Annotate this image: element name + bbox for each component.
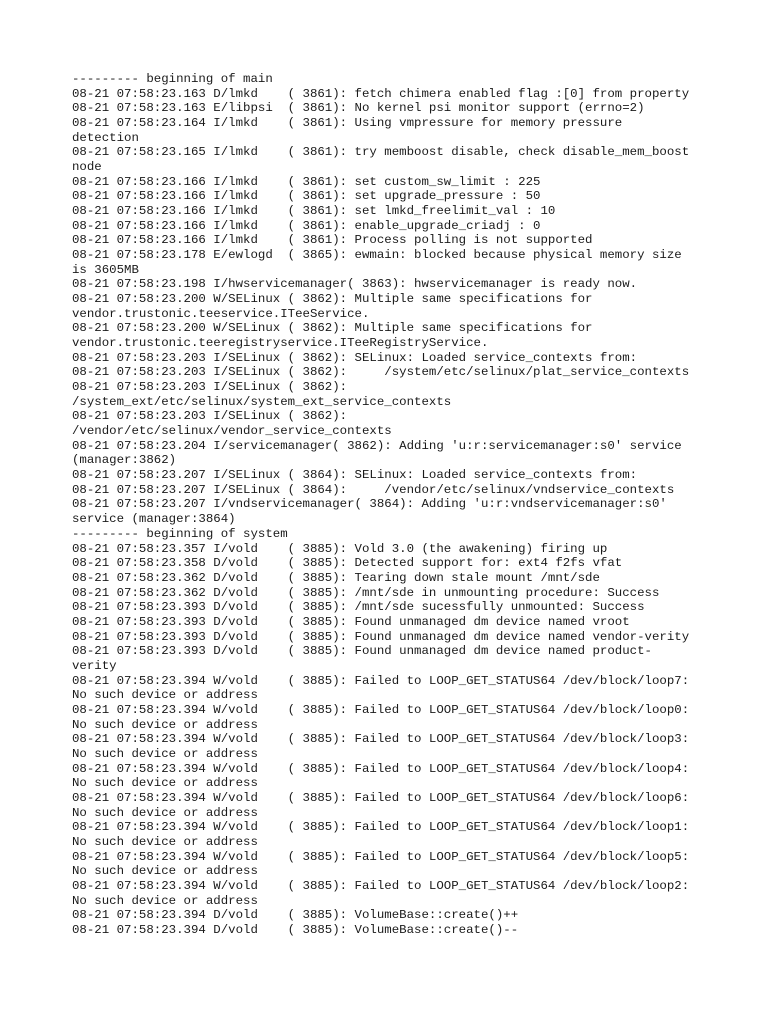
- log-line: No such device or address: [72, 864, 258, 879]
- log-line: 08-21 07:58:23.394 W/vold ( 3885): Failed to LOOP_GET_STATUS64 /dev/block/loop4:: [72, 761, 690, 776]
- log-line: 08-21 07:58:23.394 W/vold ( 3885): Failed to LOOP_GET_STATUS64 /dev/block/loop6:: [72, 790, 690, 805]
- log-line: 08-21 07:58:23.163 E/libpsi ( 3861): No kernel psi monitor support (errno=2): [72, 101, 645, 116]
- log-line: 08-21 07:58:23.394 W/vold ( 3885): Failed to LOOP_GET_STATUS64 /dev/block/loop0:: [72, 702, 690, 717]
- log-line: 08-21 07:58:23.198 I/hwservicemanager( 3863): hwservicemanager is ready now.: [72, 277, 638, 292]
- log-line: 08-21 07:58:23.394 W/vold ( 3885): Failed to LOOP_GET_STATUS64 /dev/block/loop2:: [72, 878, 690, 893]
- log-line: 08-21 07:58:23.200 W/SELinux ( 3862): Multiple same specifications for: [72, 321, 593, 336]
- log-line: No such device or address: [72, 834, 258, 849]
- log-line: 08-21 07:58:23.393 D/vold ( 3885): Found unmanaged dm device named vroot: [72, 614, 630, 629]
- log-line: 08-21 07:58:23.394 W/vold ( 3885): Failed to LOOP_GET_STATUS64 /dev/block/loop3:: [72, 732, 690, 747]
- log-line: 08-21 07:58:23.204 I/servicemanager( 3862): Adding 'u:r:servicemanager:s0' service: [72, 438, 682, 453]
- log-line: vendor.trustonic.teeregistryservice.ITeeRegistryService.: [72, 336, 489, 351]
- log-line: verity: [72, 658, 117, 673]
- log-line: 08-21 07:58:23.207 I/SELinux ( 3864): SELinux: Loaded service_contexts from:: [72, 468, 638, 483]
- log-line: 08-21 07:58:23.164 I/lmkd ( 3861): Using vmpressure for memory pressure: [72, 116, 623, 131]
- log-line: 08-21 07:58:23.393 D/vold ( 3885): Found unmanaged dm device named product-: [72, 644, 652, 659]
- log-line: --------- beginning of main: [72, 72, 273, 86]
- log-line: vendor.trustonic.teeservice.ITeeService.: [72, 306, 370, 321]
- log-line: 08-21 07:58:23.394 D/vold ( 3885): VolumeBase::create()--: [72, 922, 519, 937]
- log-output: [72, 72, 712, 938]
- log-line: 08-21 07:58:23.394 W/vold ( 3885): Failed to LOOP_GET_STATUS64 /dev/block/loop5:: [72, 849, 690, 864]
- log-line: No such device or address: [72, 805, 258, 820]
- log-line: 08-21 07:58:23.362 D/vold ( 3885): /mnt/sde in unmounting procedure: Success: [72, 585, 660, 600]
- log-line: 08-21 07:58:23.357 I/vold ( 3885): Vold 3.0 (the awakening) firing up: [72, 541, 608, 556]
- log-line: 08-21 07:58:23.163 D/lmkd ( 3861): fetch chimera enabled flag :[0] from property: [72, 86, 690, 101]
- log-line: 08-21 07:58:23.200 W/SELinux ( 3862): Multiple same specifications for: [72, 292, 593, 307]
- log-line: /vendor/etc/selinux/vendor_service_contexts: [72, 424, 392, 439]
- log-line: 08-21 07:58:23.394 W/vold ( 3885): Failed to LOOP_GET_STATUS64 /dev/block/loop7:: [72, 673, 690, 688]
- log-line: (manager:3862): [72, 453, 177, 468]
- log-line: 08-21 07:58:23.203 I/SELinux ( 3862):: [72, 380, 348, 395]
- log-line: No such device or address: [72, 688, 258, 703]
- log-line: No such device or address: [72, 776, 258, 791]
- log-line: 08-21 07:58:23.203 I/SELinux ( 3862): /system/etc/selinux/plat_service_contexts: [72, 365, 690, 380]
- log-line: 08-21 07:58:23.393 D/vold ( 3885): Found unmanaged dm device named vendor-verity: [72, 629, 690, 644]
- log-line: No such device or address: [72, 746, 258, 761]
- log-line: 08-21 07:58:23.393 D/vold ( 3885): /mnt/sde sucessfully unmounted: Success: [72, 600, 645, 615]
- log-line: node: [72, 160, 102, 175]
- log-line: 08-21 07:58:23.165 I/lmkd ( 3861): try memboost disable, check disable_mem_boost: [72, 145, 690, 160]
- log-line: is 3605MB: [72, 262, 139, 277]
- log-line: 08-21 07:58:23.394 W/vold ( 3885): Failed to LOOP_GET_STATUS64 /dev/block/loop1:: [72, 820, 690, 835]
- log-line: 08-21 07:58:23.362 D/vold ( 3885): Tearing down stale mount /mnt/sde: [72, 570, 600, 585]
- log-line: 08-21 07:58:23.207 I/SELinux ( 3864): /vendor/etc/selinux/vndservice_contexts: [72, 482, 675, 497]
- log-line: No such device or address: [72, 893, 258, 908]
- log-line: detection: [72, 130, 139, 145]
- log-line: 08-21 07:58:23.203 I/SELinux ( 3862):: [72, 409, 348, 424]
- log-line: 08-21 07:58:23.207 I/vndservicemanager( 3864): Adding 'u:r:vndservicemanager:s0': [72, 497, 667, 512]
- log-line: 08-21 07:58:23.178 E/ewlogd ( 3865): ewmain: blocked because physical memory size: [72, 248, 682, 263]
- log-line: 08-21 07:58:23.166 I/lmkd ( 3861): set upgrade_pressure : 50: [72, 189, 541, 204]
- log-line: No such device or address: [72, 717, 258, 732]
- log-line: 08-21 07:58:23.166 I/lmkd ( 3861): set lmkd_freelimit_val : 10: [72, 204, 556, 219]
- log-line: service (manager:3864): [72, 512, 236, 527]
- log-line: --------- beginning of system: [72, 526, 288, 541]
- log-line: 08-21 07:58:23.166 I/lmkd ( 3861): set custom_sw_limit : 225: [72, 174, 541, 189]
- log-line: /system_ext/etc/selinux/system_ext_service_contexts: [72, 394, 452, 409]
- log-line: 08-21 07:58:23.394 D/vold ( 3885): VolumeBase::create()++: [72, 908, 519, 923]
- log-line: 08-21 07:58:23.166 I/lmkd ( 3861): enable_upgrade_criadj : 0: [72, 218, 541, 233]
- log-line: 08-21 07:58:23.166 I/lmkd ( 3861): Process polling is not supported: [72, 233, 593, 248]
- log-line: 08-21 07:58:23.358 D/vold ( 3885): Detected support for: ext4 f2fs vfat: [72, 556, 623, 571]
- log-line: 08-21 07:58:23.203 I/SELinux ( 3862): SELinux: Loaded service_contexts from:: [72, 350, 638, 365]
